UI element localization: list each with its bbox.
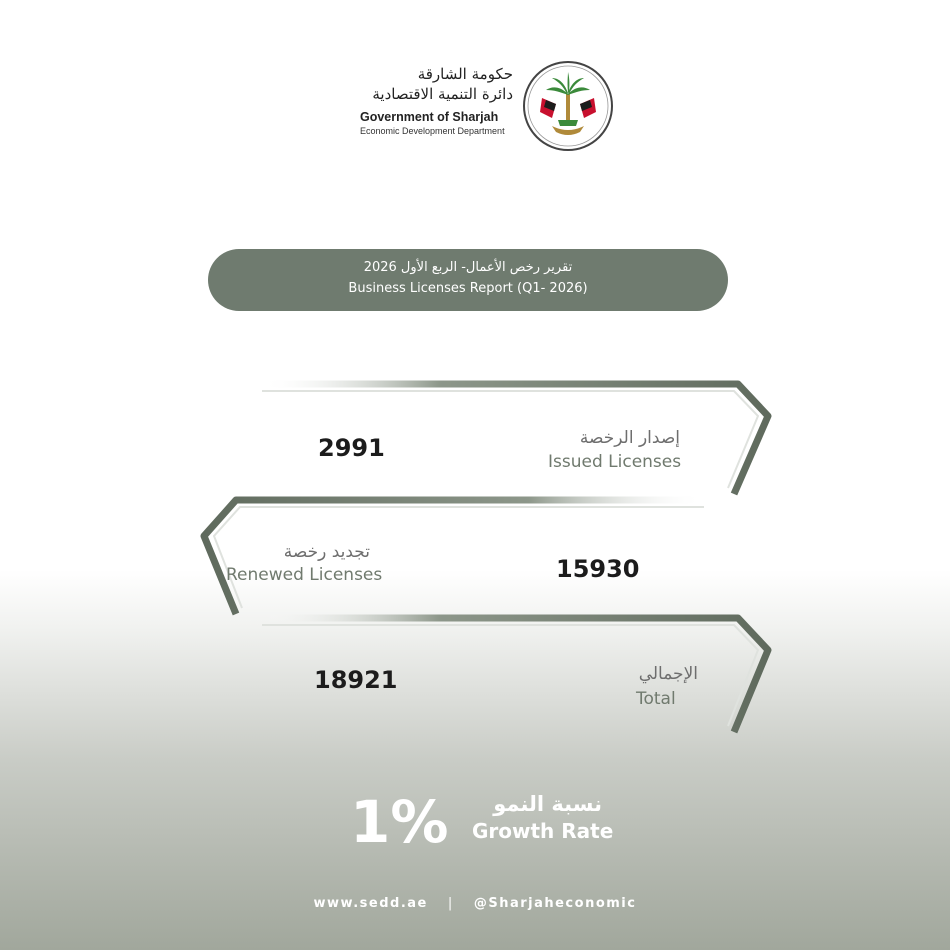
logo-ar-line2: دائرة التنمية الاقتصادية (372, 85, 513, 103)
total-value: 18921 (314, 666, 398, 694)
total-label-en: Total (636, 689, 676, 709)
renewed-licenses-label-en: Renewed Licenses (226, 565, 383, 585)
logo-en-line2: Economic Development Department (360, 126, 505, 136)
logo-en-line1: Government of Sharjah (360, 110, 499, 124)
footer (0, 896, 950, 911)
growth-rate-label-en: Growth Rate (472, 819, 614, 843)
growth-rate-label-ar: نسبة النمو (493, 792, 602, 816)
social-handle-link[interactable]: @Sharjaheconomic (473, 896, 637, 911)
report-title-en: Business Licenses Report (Q1- 2026) (348, 281, 588, 296)
logo-ar-line1: حكومة الشارقة (417, 65, 513, 83)
issued-licenses-label-en: Issued Licenses (548, 452, 682, 472)
issued-licenses-value: 2991 (318, 434, 385, 462)
report-title-ar: تقرير رخص الأعمال- الربع الأول 2026 (363, 260, 573, 275)
issued-licenses-label-ar: إصدار الرخصة (579, 428, 680, 448)
total-label-ar: الإجمالي (638, 664, 698, 684)
growth-rate-value: 1% (350, 788, 449, 856)
footer-separator: | (447, 896, 454, 911)
renewed-licenses-label-ar: تجديد رخصة (283, 542, 370, 562)
renewed-licenses-value: 15930 (556, 555, 640, 583)
website-link[interactable]: www.sedd.ae (313, 896, 428, 911)
